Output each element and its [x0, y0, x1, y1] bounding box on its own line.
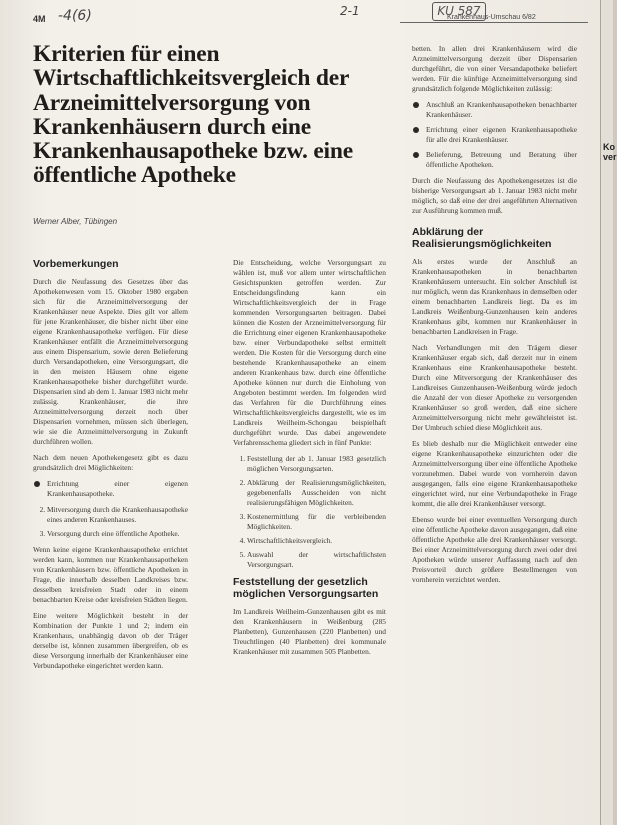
- paragraph: Durch die Neufassung des Apothekengesetzes ist die bisherige Versorgungsart ab 1. Januar 1983 nicht mehr möglich, so daß eine der drei angeführten Alternativen zur Ausführung kommen muß.: [412, 176, 577, 215]
- archive-stamp: KU 587: [432, 2, 486, 21]
- bullet-list: [412, 100, 577, 170]
- paragraph: Als erstes wurde der Anschluß an Krankenhausapotheken in benachbarten Krankenhäusern untersucht. Ein solcher Anschluß ist nur möglich, wenn das Krankenhaus in demselben oder einem benachbarten Landkreis liegt. Da es im Landkreis Weißenburg-Gunzenhausen kein anderes Krankenhaus gibt, kommen nur Krankenhäuser in benachbarten Landkreisen in Frage.: [412, 257, 577, 336]
- numbered-list: [233, 454, 386, 570]
- list-item: [412, 125, 577, 145]
- paragraph: Eine weitere Möglichkeit besteht in der Kombination der Punkte 1 und 2; indem ein Krankenhaus, unabhängig davon ob der Träger derselbe ist, können zusammen übergreifen, ob es diese Versorgung innerhalb der Krankenhäuser eine Verbundapotheke eingerichtet werden kann.: [33, 611, 188, 670]
- numbered-list: [33, 505, 188, 539]
- article-title: Kriterien für einen Wirtschaftlichkeitsvergleich der Arzneimittelversorgung von Krankenhäusern durch eine Krankenhausapotheke bzw. eine öffentliche Apotheke: [33, 41, 353, 189]
- bullet-icon: [34, 481, 40, 487]
- list-item: [412, 150, 577, 170]
- section-heading-feststellung: Feststellung der gesetzlich möglichen Versorgungsarten: [233, 576, 379, 600]
- list-item: 1. Feststellung der ab 1. Januar 1983 gesetzlich möglichen Versorgungsarten.: [247, 454, 386, 474]
- paragraph: Die Entscheidung, welche Versorgungsart zu wählen ist, muß vor allem unter wirtschaftlichen Gesichtspunkten getroffen werden. Zur Entscheidungsfindung kann ein Wirtschaftlichkeitsvergleich der in Frage kommenden Versorgungsarten beitragen. Dabei können die Kosten der Arzneimittelversorgung für die Errichtung einer eigenen Krankenhausapotheke bzw. einer Verbundapotheke selbst ermittelt werden. Die Kosten für die Versorgung durch eine bestehende Krankenhausapotheke an einem anderen Krankenhaus bzw. durch eine öffentliche Apotheke können nur durch die Einholung von Angeboten bestimmt werden. Im folgenden wird das Verfahren für die Durchführung eines Wirtschaftlichkeitsvergleichs dargestellt, wie es im Landkreis Weilheim-Schongau beispielhaft durchgeführt wurde. Das dabei angewendete Verfahrensschema gliedert sich in fünf Punkte:: [233, 258, 386, 447]
- list-item: [412, 100, 577, 120]
- paragraph: Nach dem neuen Apothekengesetz gibt es dazu grundsätzlich drei Möglichkeiten:: [33, 453, 188, 472]
- header-rule: [400, 22, 588, 23]
- paragraph: Nach Verhandlungen mit den Trägern dieser Krankenhäuser ergab sich, daß derzeit nur in einem Krankenhaus eine Krankenhausapotheke besteht. Durch eine Mitversorgung der Krankenhäuser des Landkreises Gunzenhausen-Weißenburg würde jedoch die Anzahl der von dieser Apotheke zu versorgenden Krankenhäuser so groß werden, daß eine sichere Arzneimittelversorgung nicht mehr gewährleistet ist. Der Umbruch schied diese Möglichkeit aus.: [412, 343, 577, 432]
- section-heading-vorbemerkungen: Vorbemerkungen: [33, 258, 119, 270]
- paragraph: betten. In allen drei Krankenhäusern wird die Arzneimittelversorgung derzeit über Dispensarien durchgeführt, die von einer Versandapotheke beliefert werden. Für die künftige Arzneimittelversorgung sind grundsätzlich folgende Möglichkeiten zulässig:: [412, 44, 577, 93]
- journal-running-head: Krankenhaus-Umschau 6/82: [447, 14, 536, 21]
- section-heading-abklaerung: Abklärung der Realisierungsmöglichkeiten: [412, 226, 552, 250]
- bullet-icon: [413, 127, 419, 133]
- list-item: 2. Mitversorgung durch die Krankenhausapotheke eines anderen Krankenhauses.: [47, 505, 188, 525]
- column-2: [233, 258, 386, 663]
- bullet-icon: [413, 152, 419, 158]
- bullet-icon: [413, 102, 419, 108]
- handwritten-note-right: 2-1: [340, 4, 360, 18]
- list-item: 4. Wirtschaftlichkeitsvergleich.: [247, 536, 386, 546]
- list-item-text: Belieferung, Betreuung und Beratung über öffentliche Apotheken.: [426, 150, 577, 169]
- column-1: [33, 258, 188, 677]
- list-item: 5. Auswahl der wirtschaftlichsten Versorgungsart.: [247, 550, 386, 570]
- list-item: 3. Versorgung durch eine öffentliche Apotheke.: [47, 529, 188, 539]
- list-item: 3. Kostenermittlung für die verbleibenden Möglichkeiten.: [247, 512, 386, 532]
- list-item-text: Errichtung einer eigenen Krankenhausapotheke für alle drei Krankenhäuser.: [426, 125, 577, 144]
- adjacent-page-heading: Ko ver: [603, 142, 617, 162]
- paragraph: Durch die Neufassung des Gesetzes über das Apothekenwesen vom 15. Oktober 1980 ergaben sich für die Arzneimittelversorgung der Krankenhäuser neue Aspekte. Dies gilt vor allem für jene Krankenhäuser, die bisher nicht über eine eigene Krankenhausapotheke verfügen. Für diese Krankenhäuser entfällt die Arzneimittelversorgung aus einem Dispensarium, sowie deren Belieferung durch Versandapotheken, eine Versorgungsart, die in den meisten Häusern ohne eigene Krankenhausapotheke bisher durchgeführt wurde. Dispensarien sind ab dem 1. Januar 1983 nicht mehr zulässig. Krankenhäuser, die ihre Arzneimittelversorgung derzeit noch über Dispensarien vornehmen, müssen sich überlegen, wie sie die Arzneimittelversorgung in Zukunft durchführen wollen.: [33, 277, 188, 446]
- list-item: 2. Abklärung der Realisierungsmöglichkeiten, gegebenenfalls Ausscheiden von nicht realisierungsfähigen Möglichkeiten.: [247, 478, 386, 508]
- list-item-text: Errichtung einer eigenen Krankenhausapotheke.: [47, 479, 188, 498]
- paragraph: Wenn keine eigene Krankenhausapotheke errichtet werden kann, kommen nur Krankenhausapotheken von Krankenhäusern bzw. öffentliche Apotheken in Frage, die innerhalb desselben Landkreises bzw. desselben kreisfreien Stadt oder in einem benachbarten Kreise oder kreisfreien Städten liegen.: [33, 545, 188, 604]
- bullet-list: [33, 479, 188, 499]
- paragraph: Ebenso wurde bei einer eventuellen Versorgung durch eine öffentliche Apotheke davon ausgegangen, daß eine öffentliche Apotheke alle drei Krankenhäuser versorgt. Bei einer Arzneimittelversorgung durch zwei oder drei Apotheken würde unserer Auffassung nach auf den Preisvorteil durch größere Bestellmengen von vornherein verzichtet werden.: [412, 515, 577, 584]
- article-author: Werner Alber, Tübingen: [33, 217, 118, 226]
- page-mark: 4M: [33, 14, 46, 24]
- list-item-text: Anschluß an Krankenhausapotheken benachbarter Krankenhäuser.: [426, 100, 577, 119]
- handwritten-note: -4(6): [58, 8, 92, 24]
- list-item: [33, 479, 188, 499]
- paragraph: Im Landkreis Weilheim-Gunzenhausen gibt es mit den Krankenhäusern in Weißenburg (285 Planbetten), Gunzenhausen (220 Planbetten) und Treuchtlingen (40 Planbetten) drei kommunale Krankenhäuser mit zusammen 505 Planbetten.: [233, 607, 386, 656]
- column-3: [412, 44, 577, 591]
- adjacent-page-edge: [600, 0, 617, 825]
- paragraph: Es blieb deshalb nur die Möglichkeit entweder eine eigene Krankenhausapotheke einzurichten oder die Arzneimittelversorgung über eine öffentliche Apotheke vorzunehmen. Dabei wurde von vornherein davon ausgegangen, falls eine eigene Krankenhausapotheke eingerichtet wird, nur eine Verbundapotheke in Frage kommt, die alle drei Krankenhäuser versorgt.: [412, 439, 577, 508]
